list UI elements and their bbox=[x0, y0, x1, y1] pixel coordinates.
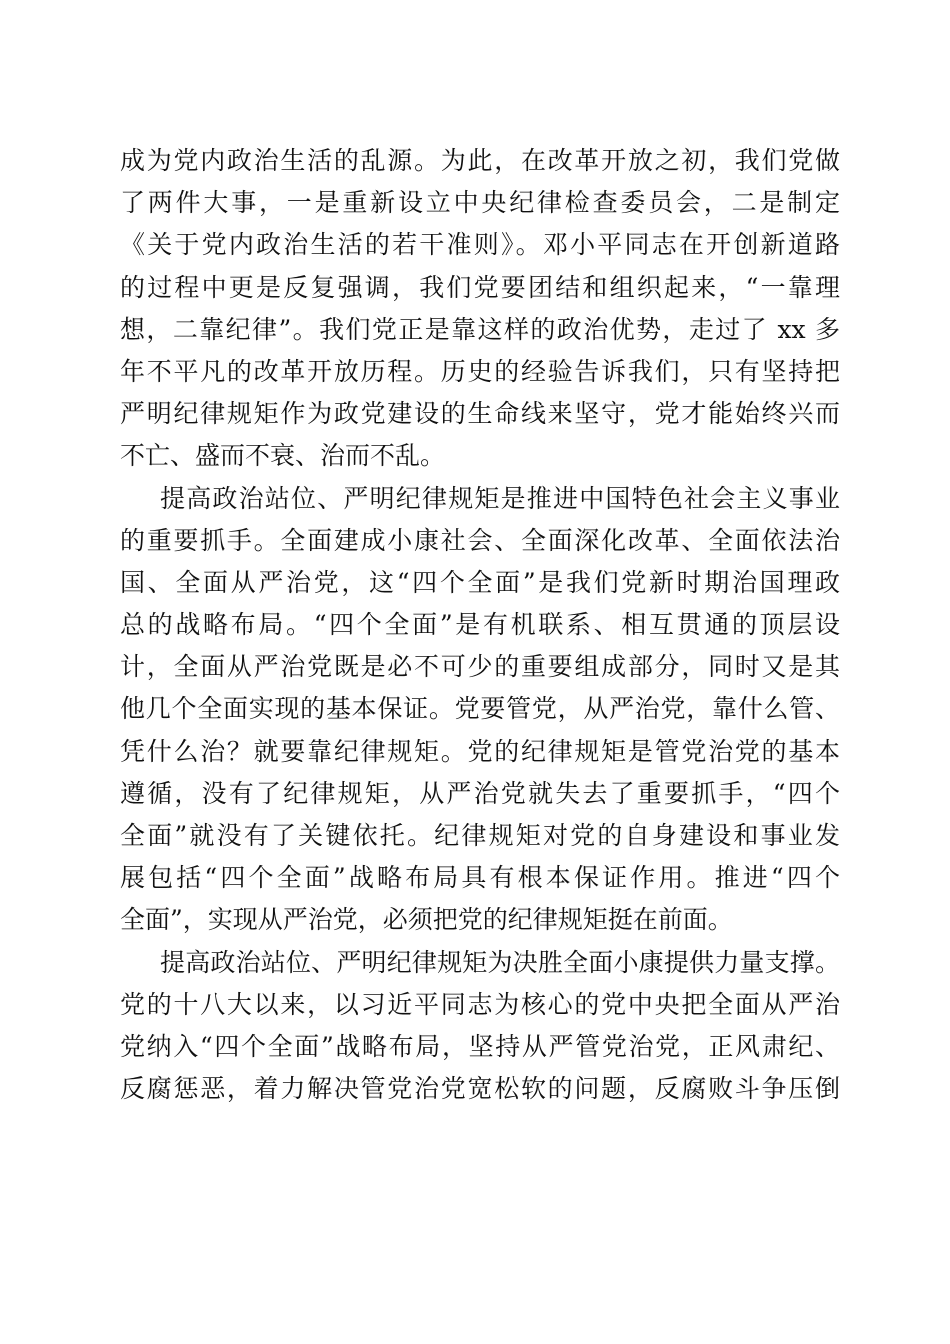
paragraph-first-line: 提高政治站位、严明纪律规矩是推进中国特色社会主义事业 bbox=[160, 483, 840, 513]
paragraph-first-line: 提高政治站位、严明纪律规矩为决胜全面小康提供力量支撑。 bbox=[160, 947, 840, 977]
text-line: 的重要抓手。全面建成小康社会、全面深化改革、全面依法治 bbox=[120, 525, 840, 555]
text-line: 凭什么治？就要靠纪律规矩。党的纪律规矩是管党治党的基本 bbox=[120, 736, 840, 766]
text-line: 反腐惩恶，着力解决管党治党宽松软的问题，反腐败斗争压倒 bbox=[120, 1074, 840, 1104]
text-line: 计，全面从严治党既是必不可少的重要组成部分，同时又是其 bbox=[120, 652, 840, 682]
text-line: 全面”，实现从严治党，必须把党的纪律规矩挺在前面。 bbox=[120, 905, 733, 935]
text-line: 遵循，没有了纪律规矩，从严治党就失去了重要抓手，“四个 bbox=[120, 778, 840, 808]
document-body bbox=[120, 140, 840, 1110]
text-line: 国、全面从严治党，这“四个全面”是我们党新时期治国理政 bbox=[120, 567, 840, 597]
text-line: 的过程中更是反复强调，我们党要团结和组织起来，“一靠理 bbox=[120, 272, 840, 302]
text-line: 了两件大事，一是重新设立中央纪律检查委员会，二是制定 bbox=[120, 188, 840, 218]
text-line: 严明纪律规矩作为政党建设的生命线来坚守，党才能始终兴而 bbox=[120, 399, 840, 429]
text-line: 党的十八大以来，以习近平同志为核心的党中央把全面从严治 bbox=[120, 989, 840, 1019]
text-line: 党纳入“四个全面”战略布局，坚持从严管党治党，正风肃纪、 bbox=[120, 1031, 840, 1061]
text-line: 全面”就没有了关键依托。纪律规矩对党的自身建设和事业发 bbox=[120, 821, 840, 850]
text-line: 想，二靠纪律”。我们党正是靠这样的政治优势，走过了 xx 多 bbox=[120, 314, 840, 344]
text-line: 总的战略布局。“四个全面”是有机联系、相互贯通的顶层设 bbox=[120, 610, 840, 640]
text-line: 他几个全面实现的基本保证。党要管党，从严治党，靠什么管、 bbox=[120, 694, 840, 724]
text-line: 成为党内政治生活的乱源。为此，在改革开放之初，我们党做 bbox=[120, 146, 840, 175]
text-line: 年不平凡的改革开放历程。历史的经验告诉我们，只有坚持把 bbox=[120, 356, 840, 386]
text-line: 《关于党内政治生活的若干准则》。邓小平同志在开创新道路 bbox=[120, 230, 840, 260]
text-line: 不亡、盛而不衰、治而不乱。 bbox=[120, 441, 446, 471]
text-line: 展包括“四个全面”战略布局具有根本保证作用。推进“四个 bbox=[120, 863, 840, 893]
